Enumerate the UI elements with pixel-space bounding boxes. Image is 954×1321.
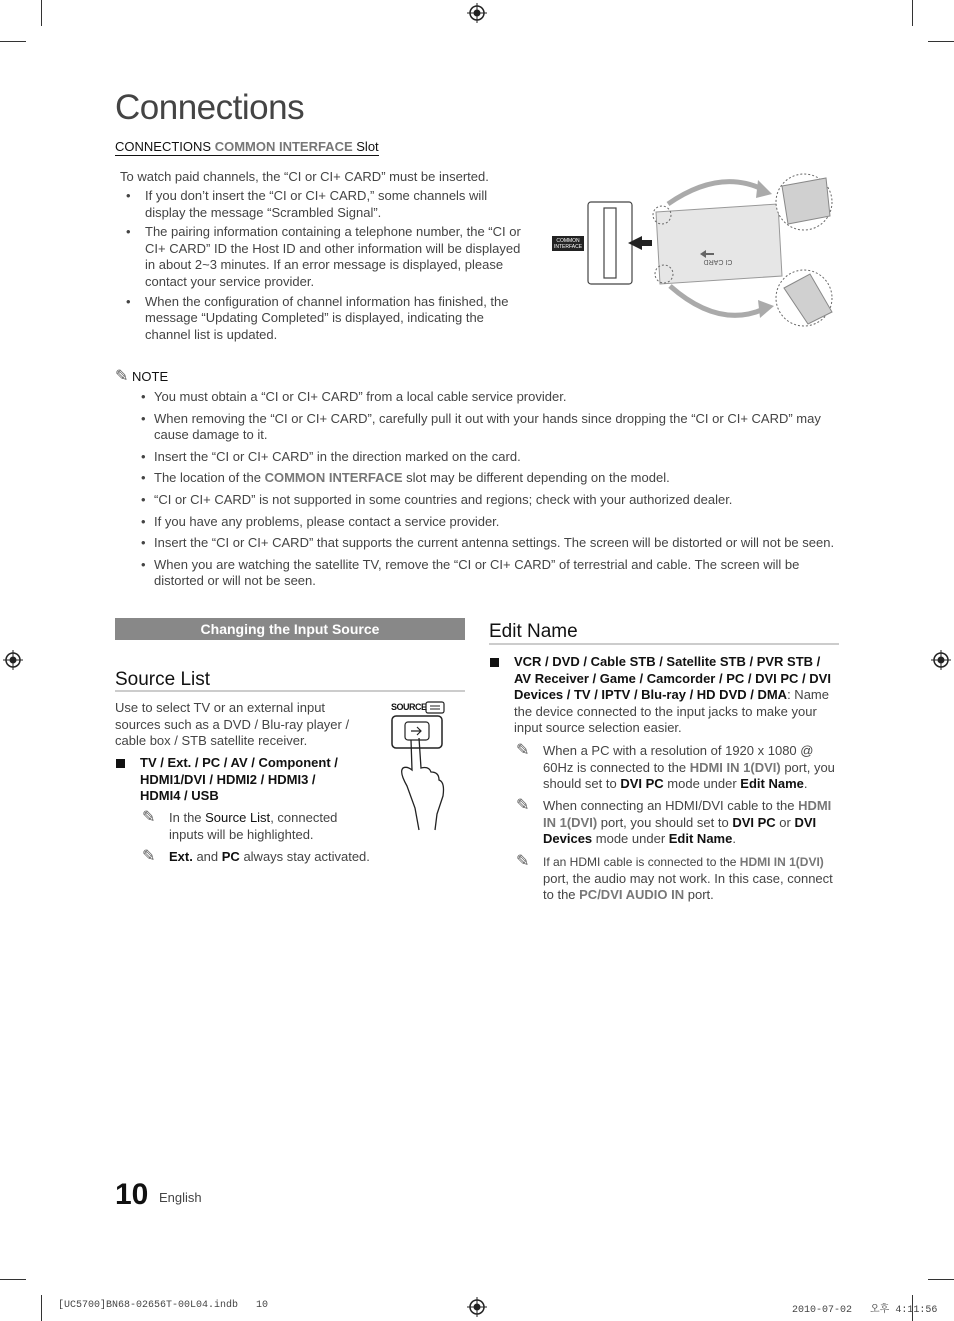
- pencil-icon: ✎: [142, 809, 156, 826]
- ci-slot-label: INTERFACE: [553, 244, 583, 250]
- edit-name-description: : Name the device connected to the input jacks to make your input source selection easier.: [514, 687, 829, 736]
- registration-mark-icon: [467, 3, 487, 23]
- print-timestamp: 2010-07-02 오후 4:11:56: [792, 1305, 938, 1316]
- registration-mark-icon: [467, 1297, 487, 1317]
- note-bold-text: DVI PC: [620, 776, 664, 792]
- note-bold-text: DVI PC: [732, 814, 776, 830]
- list-item: [141, 470, 836, 487]
- source-button-label: SOURCE: [391, 702, 427, 712]
- note-bold-text: Source List: [205, 810, 271, 825]
- crop-mark: [41, 1295, 42, 1321]
- note-text: always stay activated.: [239, 849, 370, 864]
- note-text: The location of the: [154, 470, 265, 486]
- note-text: mode under: [592, 831, 669, 847]
- breadcrumb-part: Slot: [356, 139, 379, 154]
- list-item: • If you have any problems, please contact a service provider.: [141, 514, 836, 531]
- pencil-icon: ✎: [516, 853, 530, 870]
- note-text: port, you should set to: [543, 759, 835, 792]
- note-text: slot may be different depending on the model.: [402, 470, 670, 486]
- edit-name-heading: Edit Name: [489, 621, 578, 642]
- square-bullet-icon: [116, 759, 125, 768]
- note-text: and: [192, 849, 222, 864]
- ci-card-text: CI CARD: [703, 258, 733, 265]
- file-info: [UC5700]BN68-02656T-00L04.indb 10: [58, 1300, 269, 1311]
- note-bold-text: HDMI IN 1(DVI): [543, 798, 832, 830]
- edit-name-note: [543, 743, 841, 793]
- list-item: • You must obtain a “CI or CI+ CARD” from a local cable service provider.: [141, 389, 836, 406]
- registration-mark-icon: [931, 650, 951, 670]
- square-bullet-icon: [490, 658, 499, 667]
- source-list-heading: Source List: [115, 669, 211, 690]
- crop-mark: [928, 1279, 954, 1280]
- list-item: • If you don’t insert the “CI or CI+ CARD,” some channels will display the message “Scrambled Signal”.: [126, 188, 521, 221]
- page-language: English: [159, 1190, 202, 1205]
- breadcrumb-part: CONNECTIONS: [115, 139, 212, 154]
- pencil-icon: ✎: [142, 848, 156, 865]
- breadcrumb: [115, 139, 379, 156]
- note-text: port, you should set to: [597, 814, 733, 830]
- note-text: .: [803, 776, 808, 792]
- ci-card-illustration: [550, 168, 840, 333]
- pencil-icon: ✎: [516, 742, 530, 759]
- note-heading: [115, 366, 168, 386]
- note-bold-text: DVI Devices: [543, 814, 817, 847]
- list-item: • Insert the “CI or CI+ CARD” that supports the current antenna settings. The screen will be distorted or will not be seen.: [141, 535, 836, 552]
- note-text: , connected inputs will be highlighted.: [169, 810, 338, 842]
- ci-bullet-list: [126, 188, 521, 346]
- ci-card-shape: [656, 204, 782, 284]
- note-bold-text: Edit Name: [668, 831, 733, 847]
- edit-name-devices: VCR / DVD / Cable STB / Satellite STB / PVR STB / AV Receiver / Game / Camcorder / PC / DVI PC / DVI Devices / TV / IPTV / Blu-ray / HD DVD / DMA: [514, 654, 831, 703]
- note-heading-label: NOTE: [132, 369, 169, 384]
- note-text: .: [732, 831, 736, 847]
- list-item: • Insert the “CI or CI+ CARD” in the direction marked on the card.: [141, 449, 836, 466]
- edit-name-item: [514, 654, 834, 737]
- note-bold-text: Edit Name: [740, 776, 804, 792]
- source-list-note: [169, 810, 359, 843]
- note-bold-text: HDMI IN 1(DVI): [689, 759, 781, 775]
- crop-mark: [41, 0, 42, 26]
- note-bold-text: HDMI IN 1(DVI): [739, 855, 824, 869]
- ci-slot-label: COMMON: [556, 238, 580, 244]
- edit-name-note: [543, 854, 833, 904]
- note-text: port.: [684, 887, 714, 903]
- section-bar: Changing the Input Source: [115, 618, 465, 640]
- note-bold-text: Ext.: [169, 849, 193, 864]
- registration-mark-icon: [3, 650, 23, 670]
- note-text: When a PC with a resolution of 1920 x 1080 @ 60Hz is connected to the: [543, 743, 814, 775]
- heading-rule: [489, 643, 839, 645]
- breadcrumb-part: COMMON INTERFACE: [214, 139, 353, 154]
- crop-mark: [928, 41, 954, 42]
- note-bold-text: PC: [221, 849, 240, 864]
- source-list-item: TV / Ext. / PC / AV / Component / HDMI1/DVI / HDMI2 / HDMI3 / HDMI4 / USB: [140, 755, 338, 804]
- list-item: • When the configuration of channel information has finished, the message “Updating Completed” is displayed, indicating the channel list is updated.: [126, 294, 521, 344]
- note-text: If an HDMI cable is connected to the: [543, 855, 740, 869]
- note-text: When connecting an HDMI/DVI cable to the: [543, 798, 799, 813]
- note-text: In the: [169, 810, 206, 825]
- list-item: • The pairing information containing a telephone number, the “CI or CI+ CARD” ID the Host ID and other information will be displayed in about 2~3 minutes. If an error message is displayed, please contact your service provider.: [126, 224, 521, 290]
- crop-mark: [0, 1279, 26, 1280]
- pencil-icon: ✎: [516, 797, 530, 814]
- source-list-note: [169, 849, 389, 866]
- page-title: Connections: [115, 88, 305, 127]
- list-item: • When removing the “CI or CI+ CARD”, carefully pull it out with your hands since dropping the “CI or CI+ CARD” may cause damage to it.: [141, 411, 836, 444]
- note-text: port, the audio may not work. In this case, connect to the: [543, 870, 833, 903]
- edit-name-note: [543, 798, 841, 848]
- note-text: mode under: [663, 776, 741, 792]
- pencil-icon: ✎: [115, 368, 129, 385]
- note-list: [141, 389, 836, 595]
- source-list-body: Use to select TV or an external input sources such as a DVD / Blu-ray player / cable box / STB satellite receiver.: [115, 700, 350, 749]
- note-bold-text: PC/DVI AUDIO IN: [579, 887, 685, 903]
- note-bold-text: COMMON INTERFACE: [264, 470, 403, 486]
- list-item: • When you are watching the satellite TV, remove the “CI or CI+ CARD” of terrestrial and cable. The screen will be distorted or will not be seen.: [141, 557, 836, 590]
- crop-mark: [912, 0, 913, 26]
- hand-pressing-source-button-icon: [385, 700, 450, 832]
- ci-intro: To watch paid channels, the “CI or CI+ CARD” must be inserted.: [120, 169, 489, 184]
- note-text: or: [775, 814, 795, 830]
- list-item: • “CI or CI+ CARD” is not supported in some countries and regions; check with your authorized dealer.: [141, 492, 836, 509]
- heading-rule: [115, 690, 465, 692]
- crop-mark: [0, 41, 26, 42]
- page-number: 10: [115, 1178, 149, 1211]
